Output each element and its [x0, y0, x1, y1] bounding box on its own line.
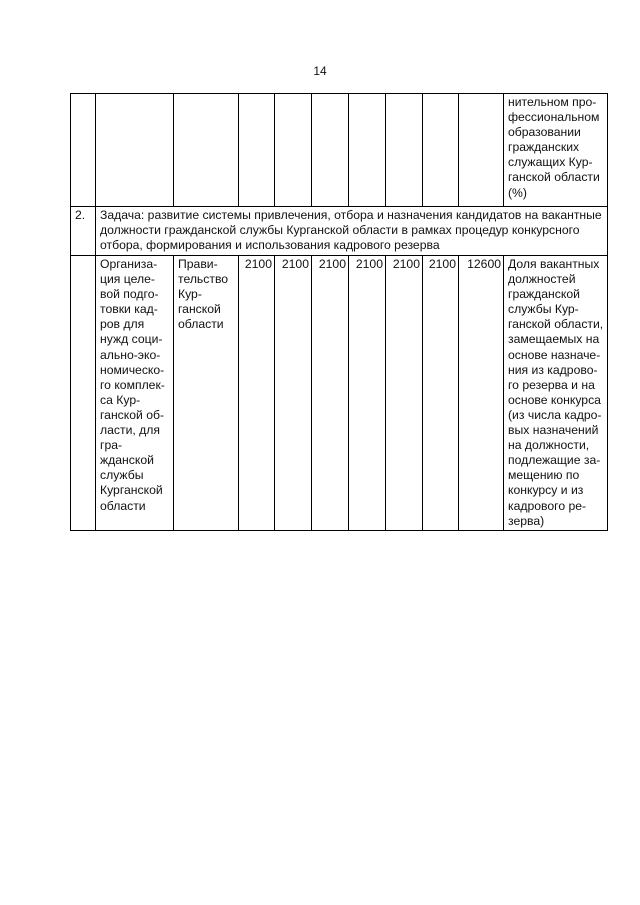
table-cell-indicator: нительном про- фессиональном образовании гражданских служащих Кур- ганской области (%) — [504, 94, 608, 207]
table-cell-value: 2100 — [349, 256, 386, 531]
table-cell-executor: Прави- тельство Кур- ганской области — [174, 256, 239, 531]
table-cell-value: 2100 — [275, 256, 312, 531]
table-row-continuation — [71, 94, 608, 207]
table-cell-total — [459, 94, 504, 207]
table-cell-value — [239, 94, 275, 207]
table-cell-activity — [96, 94, 174, 207]
table-cell-indicator: Доля вакантных должностей гражданской службы Кур- ганской области, замещаемых на основе назначе- ния из кадрово- го резерва и на основе конкурса (из числа кадро- вых назначений на должности, подлежащие за- мещению по конкурсу и из кадрового ре- зерва) — [504, 256, 608, 531]
table-cell-activity: Организа- ция целе- вой подго- товки кад- ров для нужд соци- ально-эко- номическо- го комплек- са Кур- ганской об- ласти, для гра- жданской службы Курганской области — [96, 256, 174, 531]
table-cell-number — [71, 256, 96, 531]
table-row-activity — [71, 256, 608, 531]
table-cell-executor — [174, 94, 239, 207]
table-cell-value — [312, 94, 349, 207]
table-cell-value: 2100 — [312, 256, 349, 531]
page-number: 14 — [313, 64, 327, 78]
table-cell-value: 2100 — [423, 256, 459, 531]
table-cell-value: 2100 — [239, 256, 275, 531]
table-cell-total: 12600 — [459, 256, 504, 531]
table-cell-value — [349, 94, 386, 207]
task-description: Задача: развитие системы привлечения, отбора и назначения кандидатов на вакантные должности гражданской службы Курганской области в рамках процедур конкурсного отбора, формирования и использования кадрового резерва — [96, 207, 608, 256]
table-row-task — [71, 207, 608, 256]
table-cell-value — [423, 94, 459, 207]
table-cell-value — [275, 94, 312, 207]
program-measures-table — [70, 93, 608, 531]
table-cell-value — [386, 94, 423, 207]
task-number: 2. — [71, 207, 96, 256]
table-cell-value: 2100 — [386, 256, 423, 531]
table-cell-number — [71, 94, 96, 207]
